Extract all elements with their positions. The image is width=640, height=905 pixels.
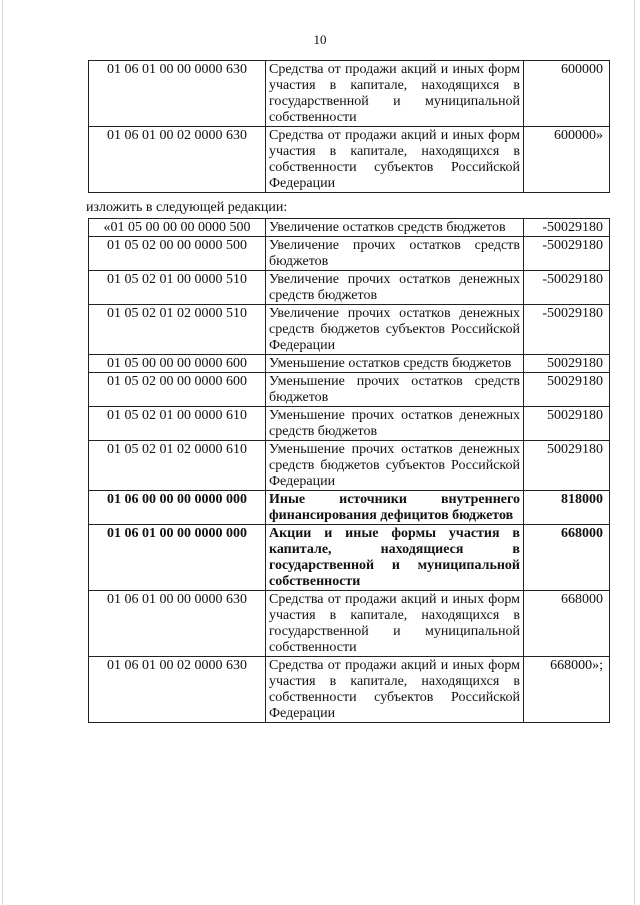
value-cell: 668000»; [524,657,610,723]
code-cell: 01 05 02 00 00 0000 600 [89,373,266,407]
code-cell: 01 05 02 01 00 0000 610 [89,407,266,441]
name-cell: Средства от продажи акций и иных форм участия в капитале, находящихся в собственности субъектов Российской Федерации [266,127,524,193]
value-cell: -50029180 [524,219,610,237]
table-main [88,218,610,723]
value-cell: 50029180 [524,441,610,491]
name-cell: Уменьшение остатков средств бюджетов [266,355,524,373]
code-cell: 01 05 02 01 02 0000 610 [89,441,266,491]
name-cell: Средства от продажи акций и иных форм участия в капитале, находящихся в собственности субъектов Российской Федерации [266,657,524,723]
value-cell: 818000 [524,491,610,525]
value-cell: 668000 [524,591,610,657]
code-cell: 01 06 01 00 00 0000 630 [89,591,266,657]
table-row [89,591,610,657]
intro-text: изложить в следующей редакции: [86,200,288,215]
value-cell: 600000 [524,61,610,127]
value-cell: 50029180 [524,373,610,407]
table-row [89,441,610,491]
table-row [89,219,610,237]
code-cell: 01 05 02 00 00 0000 500 [89,237,266,271]
value-cell: 668000 [524,525,610,591]
name-cell: Увеличение прочих остатков денежных средств бюджетов субъектов Российской Федерации [266,305,524,355]
code-cell: «01 05 00 00 00 0000 500 [89,219,266,237]
table-row [89,237,610,271]
table-row [89,355,610,373]
name-cell: Иные источники внутреннего финансирования дефицитов бюджетов [266,491,524,525]
scan-edge-left [2,0,3,905]
value-cell: 50029180 [524,407,610,441]
table-top [88,60,610,193]
code-cell: 01 06 00 00 00 0000 000 [89,491,266,525]
name-cell: Средства от продажи акций и иных форм участия в капитале, находящихся в государственной и муниципальной собственности [266,591,524,657]
code-cell: 01 05 02 01 02 0000 510 [89,305,266,355]
table-row [89,373,610,407]
table-main-body [89,219,610,723]
scan-edge-right [634,0,635,905]
table-row [89,407,610,441]
table-row [89,271,610,305]
value-cell: -50029180 [524,305,610,355]
code-cell: 01 05 00 00 00 0000 600 [89,355,266,373]
code-cell: 01 06 01 00 02 0000 630 [89,657,266,723]
code-cell: 01 05 02 01 00 0000 510 [89,271,266,305]
value-cell: -50029180 [524,271,610,305]
name-cell: Увеличение прочих остатков денежных средств бюджетов [266,271,524,305]
name-cell: Увеличение прочих остатков средств бюджетов [266,237,524,271]
table-row [89,525,610,591]
value-cell: 600000» [524,127,610,193]
name-cell: Уменьшение прочих остатков денежных средств бюджетов субъектов Российской Федерации [266,441,524,491]
name-cell: Уменьшение прочих остатков средств бюджетов [266,373,524,407]
code-cell: 01 06 01 00 00 0000 630 [89,61,266,127]
table-row [89,305,610,355]
name-cell: Увеличение остатков средств бюджетов [266,219,524,237]
value-cell: -50029180 [524,237,610,271]
table-row [89,657,610,723]
name-cell: Средства от продажи акций и иных форм участия в капитале, находящихся в государственной и муниципальной собственности [266,61,524,127]
table-top-body [89,61,610,193]
code-cell: 01 06 01 00 00 0000 000 [89,525,266,591]
page-number: 10 [313,32,327,47]
name-cell: Акции и иные формы участия в капитале, находящиеся в государственной и муниципальной собственности [266,525,524,591]
name-cell: Уменьшение прочих остатков денежных средств бюджетов [266,407,524,441]
code-cell: 01 06 01 00 02 0000 630 [89,127,266,193]
table-row [89,61,610,127]
table-row [89,491,610,525]
value-cell: 50029180 [524,355,610,373]
table-row [89,127,610,193]
